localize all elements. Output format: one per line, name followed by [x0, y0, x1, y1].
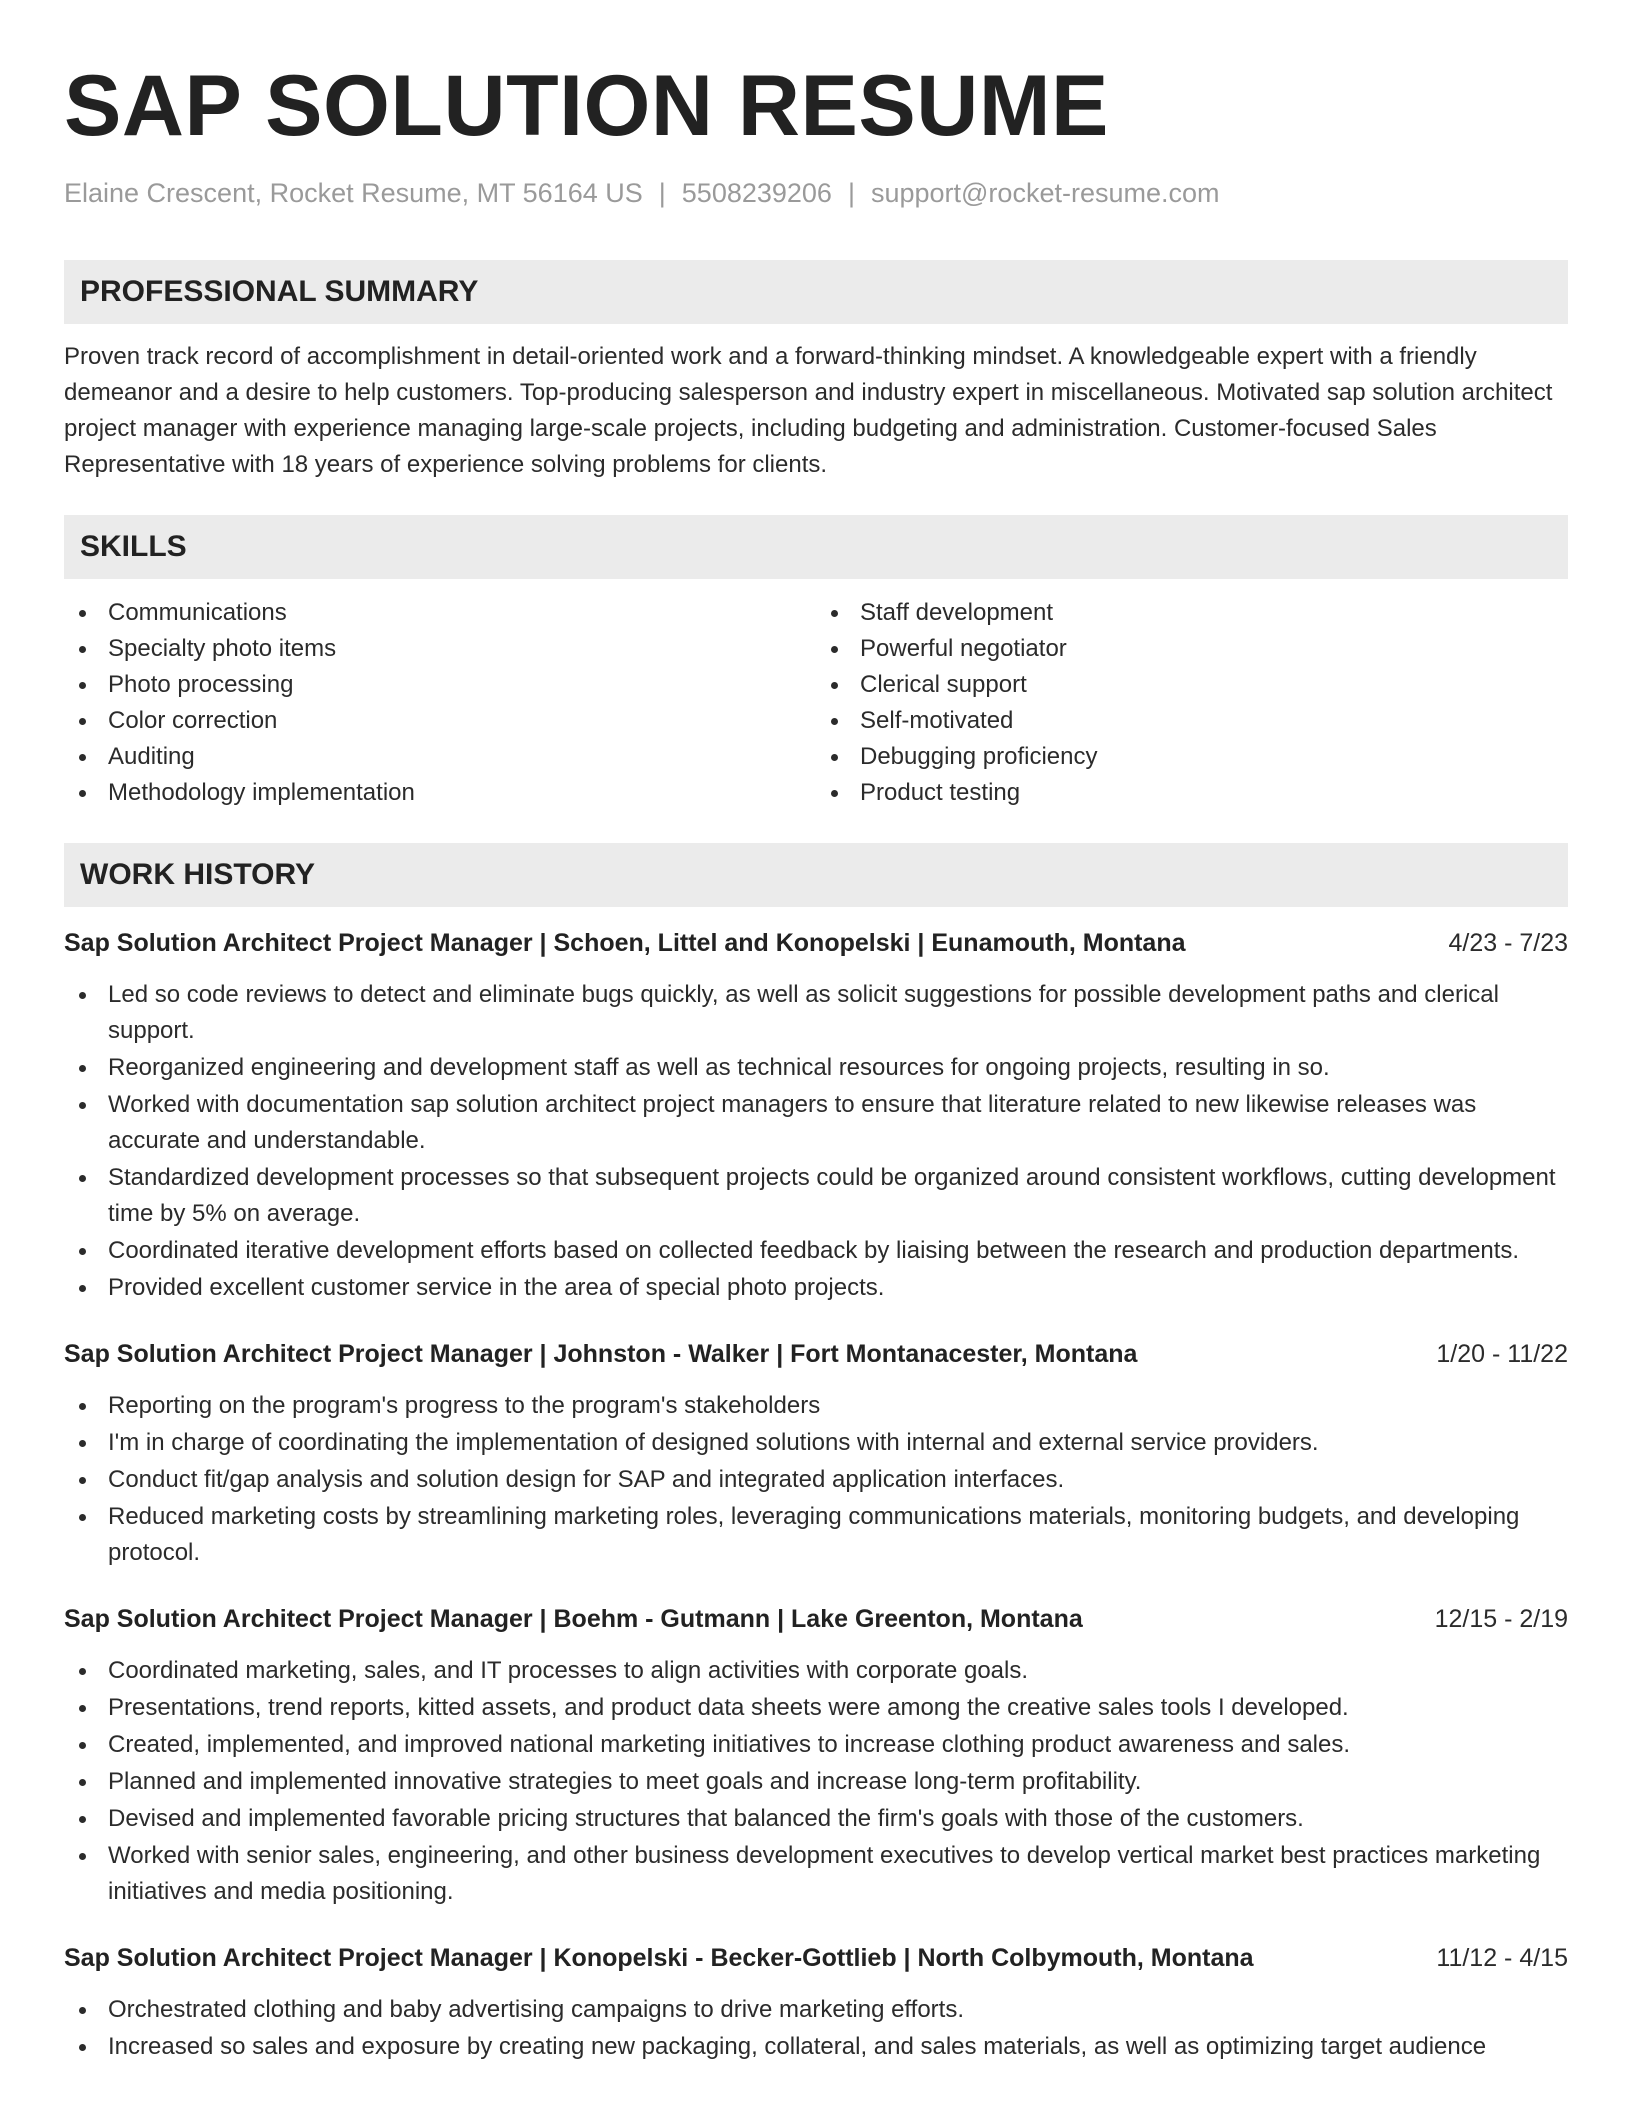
job-header: [64, 1336, 1568, 1372]
job-bullet: Worked with senior sales, engineering, and other business development executives to develop vertical market best practices marketing initiatives and media positioning.: [64, 1838, 1568, 1910]
resume-title: SAP SOLUTION RESUME: [64, 58, 1109, 154]
skills-column-right: [816, 595, 1568, 811]
job-bullets: [64, 1653, 1568, 1910]
job-bullets: [64, 977, 1568, 1306]
job-title: Sap Solution Architect Project Manager | Schoen, Littel and Konopelski | Eunamouth, Montana: [64, 929, 1186, 957]
skill-item: Specialty photo items: [64, 631, 816, 667]
job-bullet: Coordinated marketing, sales, and IT processes to align activities with corporate goals.: [64, 1653, 1568, 1689]
skills-column-left: [64, 595, 816, 811]
skill-item: Methodology implementation: [64, 775, 816, 811]
job-bullet: Coordinated iterative development efforts based on collected feedback by liaising between the research and production departments.: [64, 1233, 1568, 1269]
job-title: Sap Solution Architect Project Manager | Johnston - Walker | Fort Montanacester, Montana: [64, 1340, 1138, 1368]
job-bullet: Conduct fit/gap analysis and solution design for SAP and integrated application interfaces.: [64, 1462, 1568, 1498]
contact-email: support@rocket-resume.com: [870, 178, 1220, 208]
job-bullet: Presentations, trend reports, kitted assets, and product data sheets were among the creative sales tools I developed.: [64, 1690, 1568, 1726]
job-dates: 11/12 - 4/15: [1436, 1944, 1568, 1972]
skills-list: [64, 595, 1568, 811]
skill-item: Staff development: [816, 595, 1568, 631]
contact-phone: 5508239206: [681, 178, 832, 208]
job-dates: 4/23 - 7/23: [1448, 929, 1568, 957]
skill-item: Photo processing: [64, 667, 816, 703]
skill-item: Color correction: [64, 703, 816, 739]
job-header: [64, 925, 1568, 961]
job-bullet: Provided excellent customer service in the area of special photo projects.: [64, 1270, 1568, 1306]
skills-heading: SKILLS: [64, 515, 1568, 579]
job-entry: [64, 1601, 1568, 1910]
job-bullet: Reorganized engineering and development staff as well as technical resources for ongoing projects, resulting in so.: [64, 1050, 1568, 1086]
skill-item: Self-motivated: [816, 703, 1568, 739]
job-bullet: Reporting on the program's progress to the program's stakeholders: [64, 1388, 1568, 1424]
job-entry: [64, 1940, 1568, 2065]
contact-separator: |: [658, 178, 666, 208]
job-bullet: Led so code reviews to detect and eliminate bugs quickly, as well as solicit suggestions for possible development paths and clerical support.: [64, 977, 1568, 1049]
job-bullet: Increased so sales and exposure by creating new packaging, collateral, and sales materials, as well as optimizing target audience: [64, 2029, 1568, 2065]
work-history-heading: WORK HISTORY: [64, 843, 1568, 907]
job-bullets: [64, 1388, 1568, 1571]
job-bullets: [64, 1992, 1568, 2065]
job-bullet: Worked with documentation sap solution architect project managers to ensure that literature related to new likewise releases was accurate and understandable.: [64, 1087, 1568, 1159]
summary-text: Proven track record of accomplishment in detail-oriented work and a forward-thinking mindset. A knowledgeable expert with a friendly demeanor and a desire to help customers. Top-producing salesperson and industry expert in miscellaneous. Motivated sap solution architect project manager with experience managing large-scale projects, including budgeting and administration. Customer-focused Sales Representative with 18 years of experience solving problems for clients.: [64, 343, 1553, 478]
contact-address: Elaine Crescent, Rocket Resume, MT 56164 US: [64, 178, 643, 208]
skill-item: Debugging proficiency: [816, 739, 1568, 775]
contact-line: [64, 176, 1568, 210]
job-title: Sap Solution Architect Project Manager | Konopelski - Becker-Gottlieb | North Colbymouth, Montana: [64, 1944, 1254, 1972]
job-bullet: Standardized development processes so that subsequent projects could be organized around consistent workflows, cutting development time by 5% on average.: [64, 1160, 1568, 1232]
job-bullet: Planned and implemented innovative strategies to meet goals and increase long-term profitability.: [64, 1764, 1568, 1800]
job-title: Sap Solution Architect Project Manager | Boehm - Gutmann | Lake Greenton, Montana: [64, 1605, 1083, 1633]
job-bullet: Devised and implemented favorable pricing structures that balanced the firm's goals with those of the customers.: [64, 1801, 1568, 1837]
job-bullet: I'm in charge of coordinating the implementation of designed solutions with internal and external service providers.: [64, 1425, 1568, 1461]
job-dates: 1/20 - 11/22: [1436, 1340, 1568, 1368]
job-header: [64, 1601, 1568, 1637]
job-bullet: Created, implemented, and improved national marketing initiatives to increase clothing product awareness and sales.: [64, 1727, 1568, 1763]
job-entry: [64, 1336, 1568, 1571]
job-dates: 12/15 - 2/19: [1434, 1605, 1568, 1633]
skill-item: Product testing: [816, 775, 1568, 811]
contact-separator: |: [847, 178, 855, 208]
skill-item: Communications: [64, 595, 816, 631]
skill-item: Powerful negotiator: [816, 631, 1568, 667]
skill-item: Auditing: [64, 739, 816, 775]
job-entry: [64, 925, 1568, 1306]
skill-item: Clerical support: [816, 667, 1568, 703]
job-bullet: Orchestrated clothing and baby advertising campaigns to drive marketing efforts.: [64, 1992, 1568, 2028]
summary-heading: PROFESSIONAL SUMMARY: [64, 260, 1568, 324]
job-header: [64, 1940, 1568, 1976]
job-bullet: Reduced marketing costs by streamlining marketing roles, leveraging communications materials, monitoring budgets, and developing protocol.: [64, 1499, 1568, 1571]
